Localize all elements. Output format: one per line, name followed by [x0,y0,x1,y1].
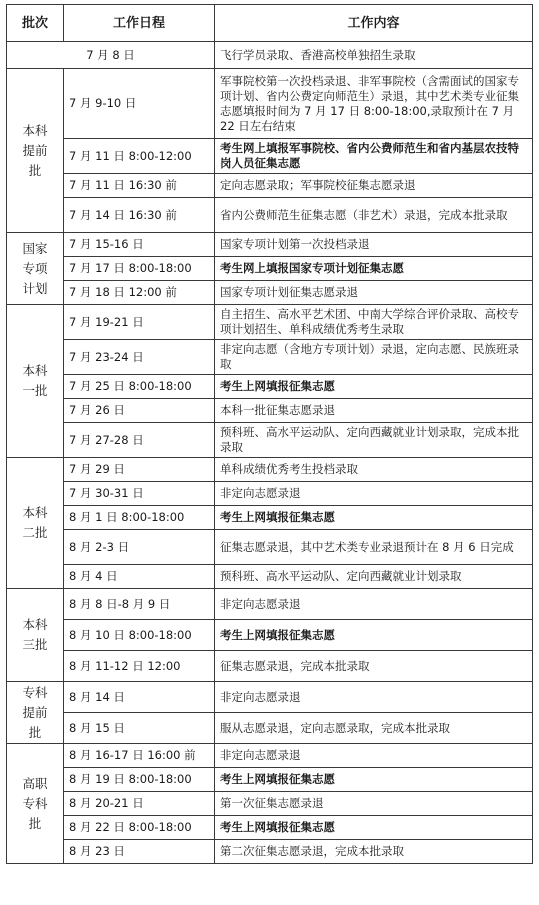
date-cell: 8 月 10 日 8:00-18:00 [64,620,215,651]
table-row [7,340,533,375]
content-cell: 非定向志愿录退 [215,682,533,713]
date-cell: 7 月 27-28 日 [64,423,215,458]
table-row [7,744,533,768]
content-cell: 非定向志愿录退 [215,589,533,620]
content-cell: 军事院校第一次投档录退、非军事院校（含需面试的国家专项计划、省内公费定向师范生）录退，其中艺术类专业征集志愿填报时间为 7 月 17 日 8:00-18:00,录取预计在 7 月 22 日左右结束 [215,69,533,139]
table-row [7,42,533,69]
table-row [7,840,533,864]
content-cell: 非定向志愿（含地方专项计划）录退，定向志愿、民族班录取 [215,340,533,375]
table-row [7,589,533,620]
table-row [7,281,533,305]
date-cell: 7 月 23-24 日 [64,340,215,375]
date-cell: 7 月 25 日 8:00-18:00 [64,375,215,399]
date-cell: 8 月 20-21 日 [64,792,215,816]
date-cell: 7 月 30-31 日 [64,482,215,506]
content-cell: 第一次征集志愿录退 [215,792,533,816]
table-row [7,198,533,233]
date-cell: 7 月 15-16 日 [64,233,215,257]
table-row [7,565,533,589]
content-cell: 国家专项计划征集志愿录退 [215,281,533,305]
table-row [7,482,533,506]
table-row [7,506,533,530]
date-cell: 7 月 18 日 12:00 前 [64,281,215,305]
date-cell: 8 月 4 日 [64,565,215,589]
date-cell: 7 月 17 日 8:00-18:00 [64,257,215,281]
table-row [7,458,533,482]
batch-cell: 专科 提前 批 [7,682,64,744]
date-cell: 8 月 16-17 日 16:00 前 [64,744,215,768]
admission-schedule-table [6,4,533,864]
content-cell: 考生上网填报征集志愿 [215,506,533,530]
table-row [7,139,533,174]
date-cell: 7 月 29 日 [64,458,215,482]
batch-cell: 高职 专科 批 [7,744,64,864]
content-cell: 考生网上填报国家专项计划征集志愿 [215,257,533,281]
date-cell: 8 月 1 日 8:00-18:00 [64,506,215,530]
table-row [7,530,533,565]
content-cell: 征集志愿录退，完成本批录取 [215,651,533,682]
content-cell: 省内公费师范生征集志愿（非艺术）录退，完成本批录取 [215,198,533,233]
content-cell: 预科班、高水平运动队、定向西藏就业计划录取 [215,565,533,589]
date-cell: 7 月 14 日 16:30 前 [64,198,215,233]
content-cell: 考生上网填报征集志愿 [215,620,533,651]
date-cell: 8 月 22 日 8:00-18:00 [64,816,215,840]
date-cell: 7 月 11 日 8:00-12:00 [64,139,215,174]
date-cell: 8 月 8 日-8 月 9 日 [64,589,215,620]
table-row [7,816,533,840]
batch-cell: 本科 提前 批 [7,69,64,233]
content-cell: 非定向志愿录退 [215,744,533,768]
date-cell: 8 月 15 日 [64,713,215,744]
content-cell: 考生上网填报征集志愿 [215,816,533,840]
content-cell: 飞行学员录取、香港高校单独招生录取 [215,42,533,69]
table-row [7,305,533,340]
table-row [7,399,533,423]
date-cell: 7 月 11 日 16:30 前 [64,174,215,198]
content-cell: 单科成绩优秀考生投档录取 [215,458,533,482]
header-schedule: 工作日程 [64,5,215,42]
content-cell: 预科班、高水平运动队、定向西藏就业计划录取，完成本批录取 [215,423,533,458]
header-batch: 批次 [7,5,64,42]
content-cell: 考生上网填报征集志愿 [215,375,533,399]
table-row [7,423,533,458]
content-cell: 服从志愿录退，定向志愿录取，完成本批录取 [215,713,533,744]
content-cell: 考生上网填报征集志愿 [215,768,533,792]
table-row [7,792,533,816]
batch-cell: 本科 三批 [7,589,64,682]
table-row [7,682,533,713]
batch-cell: 本科 一批 [7,305,64,458]
date-cell: 8 月 11-12 日 12:00 [64,651,215,682]
date-cell: 7 月 8 日 [7,42,215,69]
date-cell: 7 月 9-10 日 [64,69,215,139]
date-cell: 8 月 14 日 [64,682,215,713]
content-cell: 定向志愿录取；军事院校征集志愿录退 [215,174,533,198]
content-cell: 第二次征集志愿录退，完成本批录取 [215,840,533,864]
date-cell: 8 月 23 日 [64,840,215,864]
table-row [7,713,533,744]
batch-cell: 本科 二批 [7,458,64,589]
date-cell: 8 月 19 日 8:00-18:00 [64,768,215,792]
content-cell: 征集志愿录退，其中艺术类专业录退预计在 8 月 6 日完成 [215,530,533,565]
table-row [7,768,533,792]
table-row [7,233,533,257]
content-cell: 自主招生、高水平艺术团、中南大学综合评价录取、高校专项计划招生、单科成绩优秀考生录取 [215,305,533,340]
table-row [7,257,533,281]
content-cell: 本科一批征集志愿录退 [215,399,533,423]
batch-cell: 国家 专项 计划 [7,233,64,305]
content-cell: 非定向志愿录退 [215,482,533,506]
table-row [7,174,533,198]
date-cell: 7 月 19-21 日 [64,305,215,340]
table-row [7,620,533,651]
table-row [7,375,533,399]
header-content: 工作内容 [215,5,533,42]
date-cell: 7 月 26 日 [64,399,215,423]
table-header-row [7,5,533,42]
table-row [7,69,533,139]
content-cell: 国家专项计划第一次投档录退 [215,233,533,257]
table-row [7,651,533,682]
date-cell: 8 月 2-3 日 [64,530,215,565]
content-cell: 考生网上填报军事院校、省内公费师范生和省内基层农技特岗人员征集志愿 [215,139,533,174]
